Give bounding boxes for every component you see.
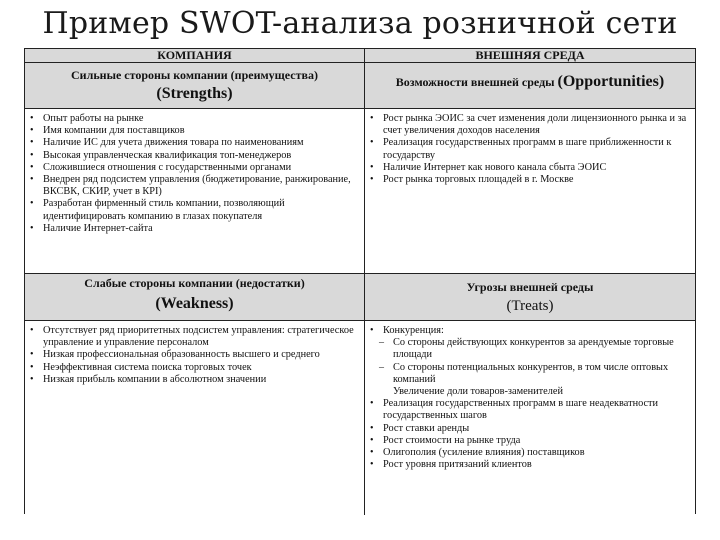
strengths-heading: Сильные стороны компании (преимущества) <box>71 68 318 82</box>
strengths-list-cell <box>25 109 364 273</box>
weakness-item: • Неэффективная система поиска торговых точек <box>25 362 364 374</box>
opportunities-heading-cell <box>364 63 695 109</box>
opportunities-sub: (Opportunities) <box>557 73 665 90</box>
opportunity-item: • Реализация государственных программ в шаге приближенности к государству <box>365 137 695 161</box>
threats-list-cell <box>364 321 695 515</box>
threat-competition-item: – Со стороны действующих конкурентов за арендуемые торговые площади <box>365 337 695 361</box>
threats-list <box>365 325 695 471</box>
weakness-list-cell <box>25 321 364 515</box>
weakness-threats-content-row <box>25 321 695 515</box>
opportunities-list <box>365 113 695 186</box>
opportunity-item: • Рост рынка торговых площадей в г. Москве <box>365 174 695 186</box>
threats-heading: Угрозы внешней среды <box>466 280 594 294</box>
strengths-sub: (Strengths) <box>156 85 233 102</box>
opportunities-heading: Возможности внешней среды <box>395 75 555 89</box>
weakness-item: • Низкая профессиональная образованность высшего и среднего <box>25 349 364 361</box>
threat-item: • Рост ставки аренды <box>365 423 695 435</box>
weakness-item: • Низкая прибыль компании в абсолютном значении <box>25 374 364 386</box>
page-title: Пример SWOT-анализа розничной сети <box>42 6 678 41</box>
strength-item: • Наличие ИС для учета движения товара по наименованиям <box>25 137 364 149</box>
weakness-list <box>25 325 364 386</box>
weakness-sub: (Weakness) <box>155 295 234 312</box>
opportunities-heading-line <box>365 63 695 91</box>
opportunity-item: • Наличие Интернет как нового канала сбыта ЭОИС <box>365 162 695 174</box>
header-row <box>25 49 695 63</box>
strength-item: • Внедрен ряд подсистем управления (бюджетирование, ранжирование, ВКСВК, СКИР, учет в КРІ) <box>25 174 364 198</box>
threat-item: • Реализация государственных программ в шаге неадекватности государственных шагов <box>365 398 695 422</box>
strength-item: • Опыт работы на рынке <box>25 113 364 125</box>
strength-item: • Имя компании для поставщиков <box>25 125 364 137</box>
threat-item: • Рост уровня притязаний клиентов <box>365 459 695 471</box>
strength-item: • Разработан фирменный стиль компании, позволяющий идентифицировать компанию в глазах покупателя <box>25 198 364 222</box>
company-header: КОМПАНИЯ <box>25 49 364 63</box>
threat-item: • Олигополия (усиление влияния) поставщиков <box>365 447 695 459</box>
swot-table <box>24 48 696 514</box>
threat-competition-item: – Со стороны потенциальных конкурентов, в том числе оптовых компаний <box>365 362 695 386</box>
weakness-threats-heading-row <box>25 273 695 321</box>
strength-item: • Сложившиеся отношения с государственными органами <box>25 162 364 174</box>
strength-item: • Наличие Интернет-сайта <box>25 223 364 235</box>
opportunities-list-cell <box>364 109 695 273</box>
strengths-heading-cell <box>25 63 364 109</box>
weakness-heading-cell <box>25 273 364 321</box>
strength-item: • Высокая управленческая квалификация топ-менеджеров <box>25 150 364 162</box>
weakness-item: • Отсутствует ряд приоритетных подсистем управления: стратегическое управление и управление персоналом <box>25 325 364 349</box>
strengths-opportunities-heading-row <box>25 63 695 109</box>
weakness-heading: Слабые стороны компании (недостатки) <box>84 276 305 290</box>
strengths-list <box>25 113 364 235</box>
threats-sub: (Treats) <box>506 298 554 314</box>
threat-substitutes: Увеличение доли товаров-заменителей <box>393 386 563 398</box>
opportunity-item: • Рост рынка ЭОИС за счет изменения доли лицензионного рынка и за счет увеличения доходов населения <box>365 113 695 137</box>
threat-item: • Рост стоимости на рынке труда <box>365 435 695 447</box>
threats-heading-cell <box>364 273 695 321</box>
strengths-opportunities-content-row <box>25 109 695 273</box>
threat-competition: • Конкуренция: <box>365 325 695 337</box>
environment-header: ВНЕШНЯЯ СРЕДА <box>364 49 695 63</box>
